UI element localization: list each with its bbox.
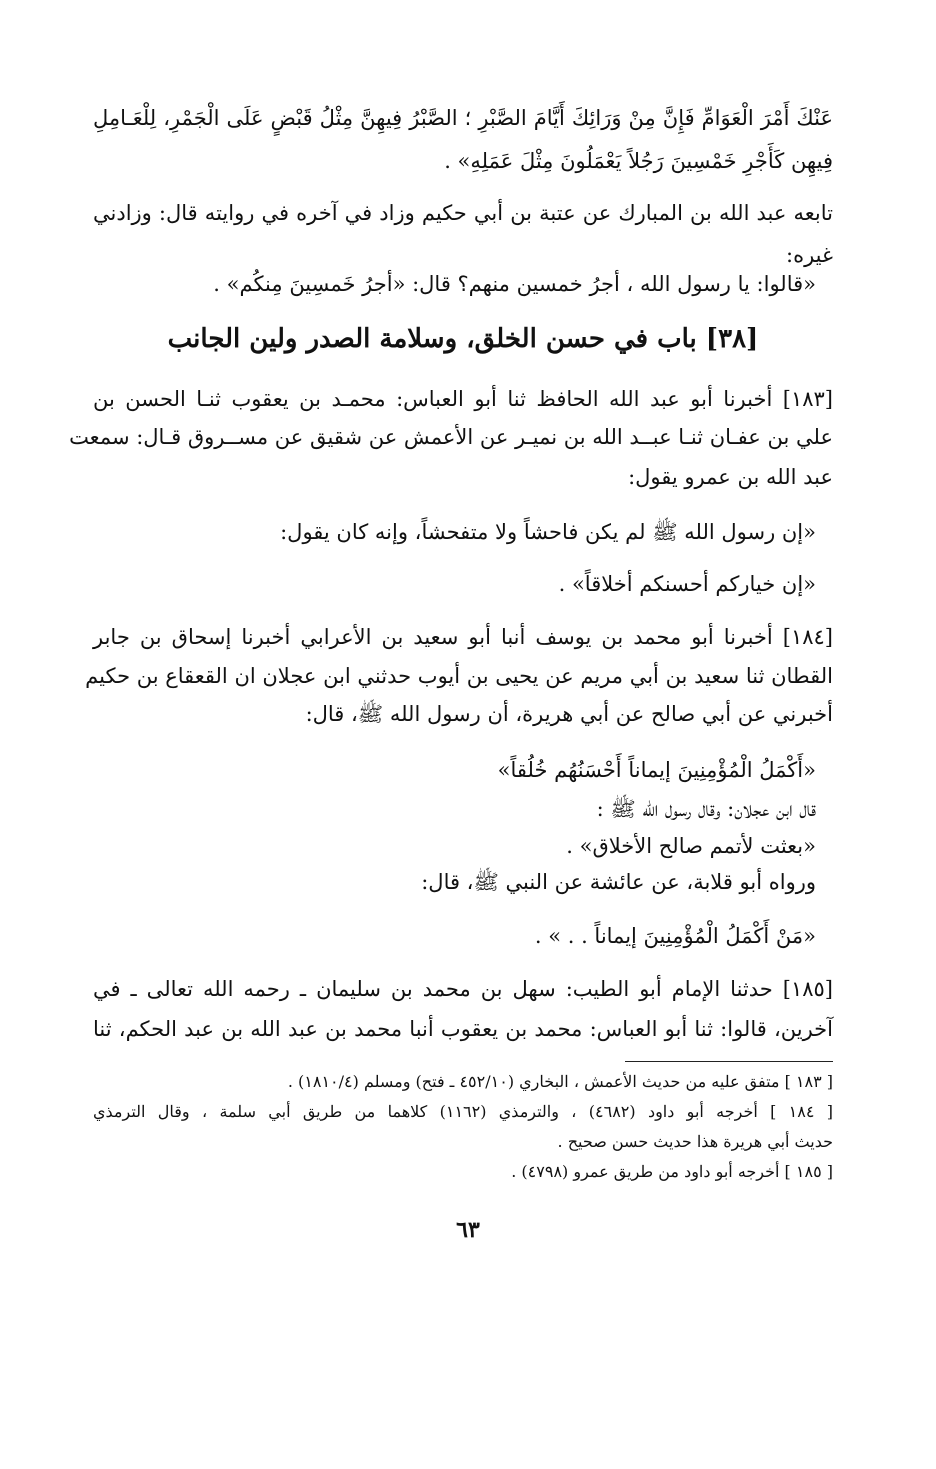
footnote-separator (625, 1061, 833, 1062)
text-line: «بعثت لأتمم صالح الأخلاق» . (566, 834, 816, 858)
text-line: قال ابن عجلان: وقال رسول الله ﷺ : (596, 797, 816, 821)
text-line: تابعه عبد الله بن المبارك عن عتبة بن أبي حكيم وزاد في آخره في روايته قال: وزادني (93, 201, 833, 225)
footnote: حديث أبي هريرة هذا حديث حسن صحيح . (557, 1132, 833, 1151)
footnote: [ ١٨٥ ] أخرجه أبو داود من طريق عمرو (٤٧٩٨) . (511, 1162, 833, 1181)
text-line: أخبرني عن أبي صالح عن أبي هريرة، أن رسول الله ﷺ، قال: (305, 702, 833, 726)
text-line: [١٨٥] حدثنا الإمام أبو الطيب: سهل بن محمد بن سليمان ـ رحمه الله تعالى ـ في (93, 977, 833, 1001)
footnote: [ ١٨٣ ] متفق عليه من حديث الأعمش ، البخاري (٤٥٢/١٠ ـ فتح) ومسلم (١٨١٠/٤) . (287, 1072, 833, 1091)
text-line: «قالوا: يا رسول الله ، أجرُ خمسين منهم؟ قال: «أجرُ خَمسِينَ مِنكُم» . (213, 272, 816, 296)
chapter-heading: [٣٨] باب في حسن الخلق، وسلامة الصدر ولين الجانب (167, 324, 759, 354)
text-line: «مَنْ أَكْمَلُ الْمُؤْمِنِينَ إيماناً . . » . (534, 924, 816, 948)
text-line: القطان ثنا سعيد بن أبي مريم عن يحيى بن أيوب حدثني ابن عجلان ان القعقاع بن حكيم (85, 664, 833, 688)
text-line: آخرين، قالوا: ثنا أبو العباس: محمد بن يعقوب أنبا محمد بن عبد الله بن عبد الحكم، ثنا (93, 1017, 833, 1041)
text-line: «إن رسول الله ﷺ لم يكن فاحشاً ولا متفحشاً، وإنه كان يقول: (280, 520, 816, 544)
text-line: عَنْكَ أَمْرَ الْعَوَامِّ فَإِنَّ مِنْ وَرَائِكَ أَيَّامَ الصَّبْرِ ؛ الصَّبْرُ فِيهِنَّ مِثْلُ قَبْضٍ عَلَى الْجَمْرِ، لِلْعَـامِلِ (93, 106, 833, 130)
text-line: فِيهِن كَأَجْرِ خَمْسِينَ رَجُلاً يَعْمَلُونَ مِثْلَ عَمَلِهِ» . (444, 149, 833, 173)
text-line: [١٨٤] أخبرنا أبو محمد بن يوسف أنبا أبو سعيد بن الأعرابي أخبرنا إسحاق بن جابر (93, 625, 833, 649)
text-line: «إن خياركم أحسنكم أخلاقاً» . (558, 572, 816, 596)
text-line: غيره: (786, 243, 833, 267)
text-line: ورواه أبو قلابة، عن عائشة عن النبي ﷺ، قال: (421, 870, 816, 894)
page-number: ٦٣ (456, 1217, 480, 1243)
text-line: علي بن عفـان ثنـا عبــد الله بن نميـر عن الأعمش عن شقيق عن مســروق قـال: سمعت (69, 425, 833, 449)
text-line: [١٨٣] أخبرنا أبو عبد الله الحافظ ثنا أبو العباس: محمـد بن يعقوب ثنـا الحسن بن (93, 387, 833, 411)
text-line: عبد الله بن عمرو يقول: (628, 465, 833, 489)
footnote: [ ١٨٤ ] أخرجه أبو داود (٤٦٨٢) ، والترمذي (١١٦٢) كلاهما من طريق أبي سلمة ، وقال الترمذي (93, 1102, 833, 1121)
text-line: «أَكْمَلُ الْمُؤْمِنِينَ إيماناً أَحْسَنُهُم خُلُقاً» (497, 758, 816, 782)
